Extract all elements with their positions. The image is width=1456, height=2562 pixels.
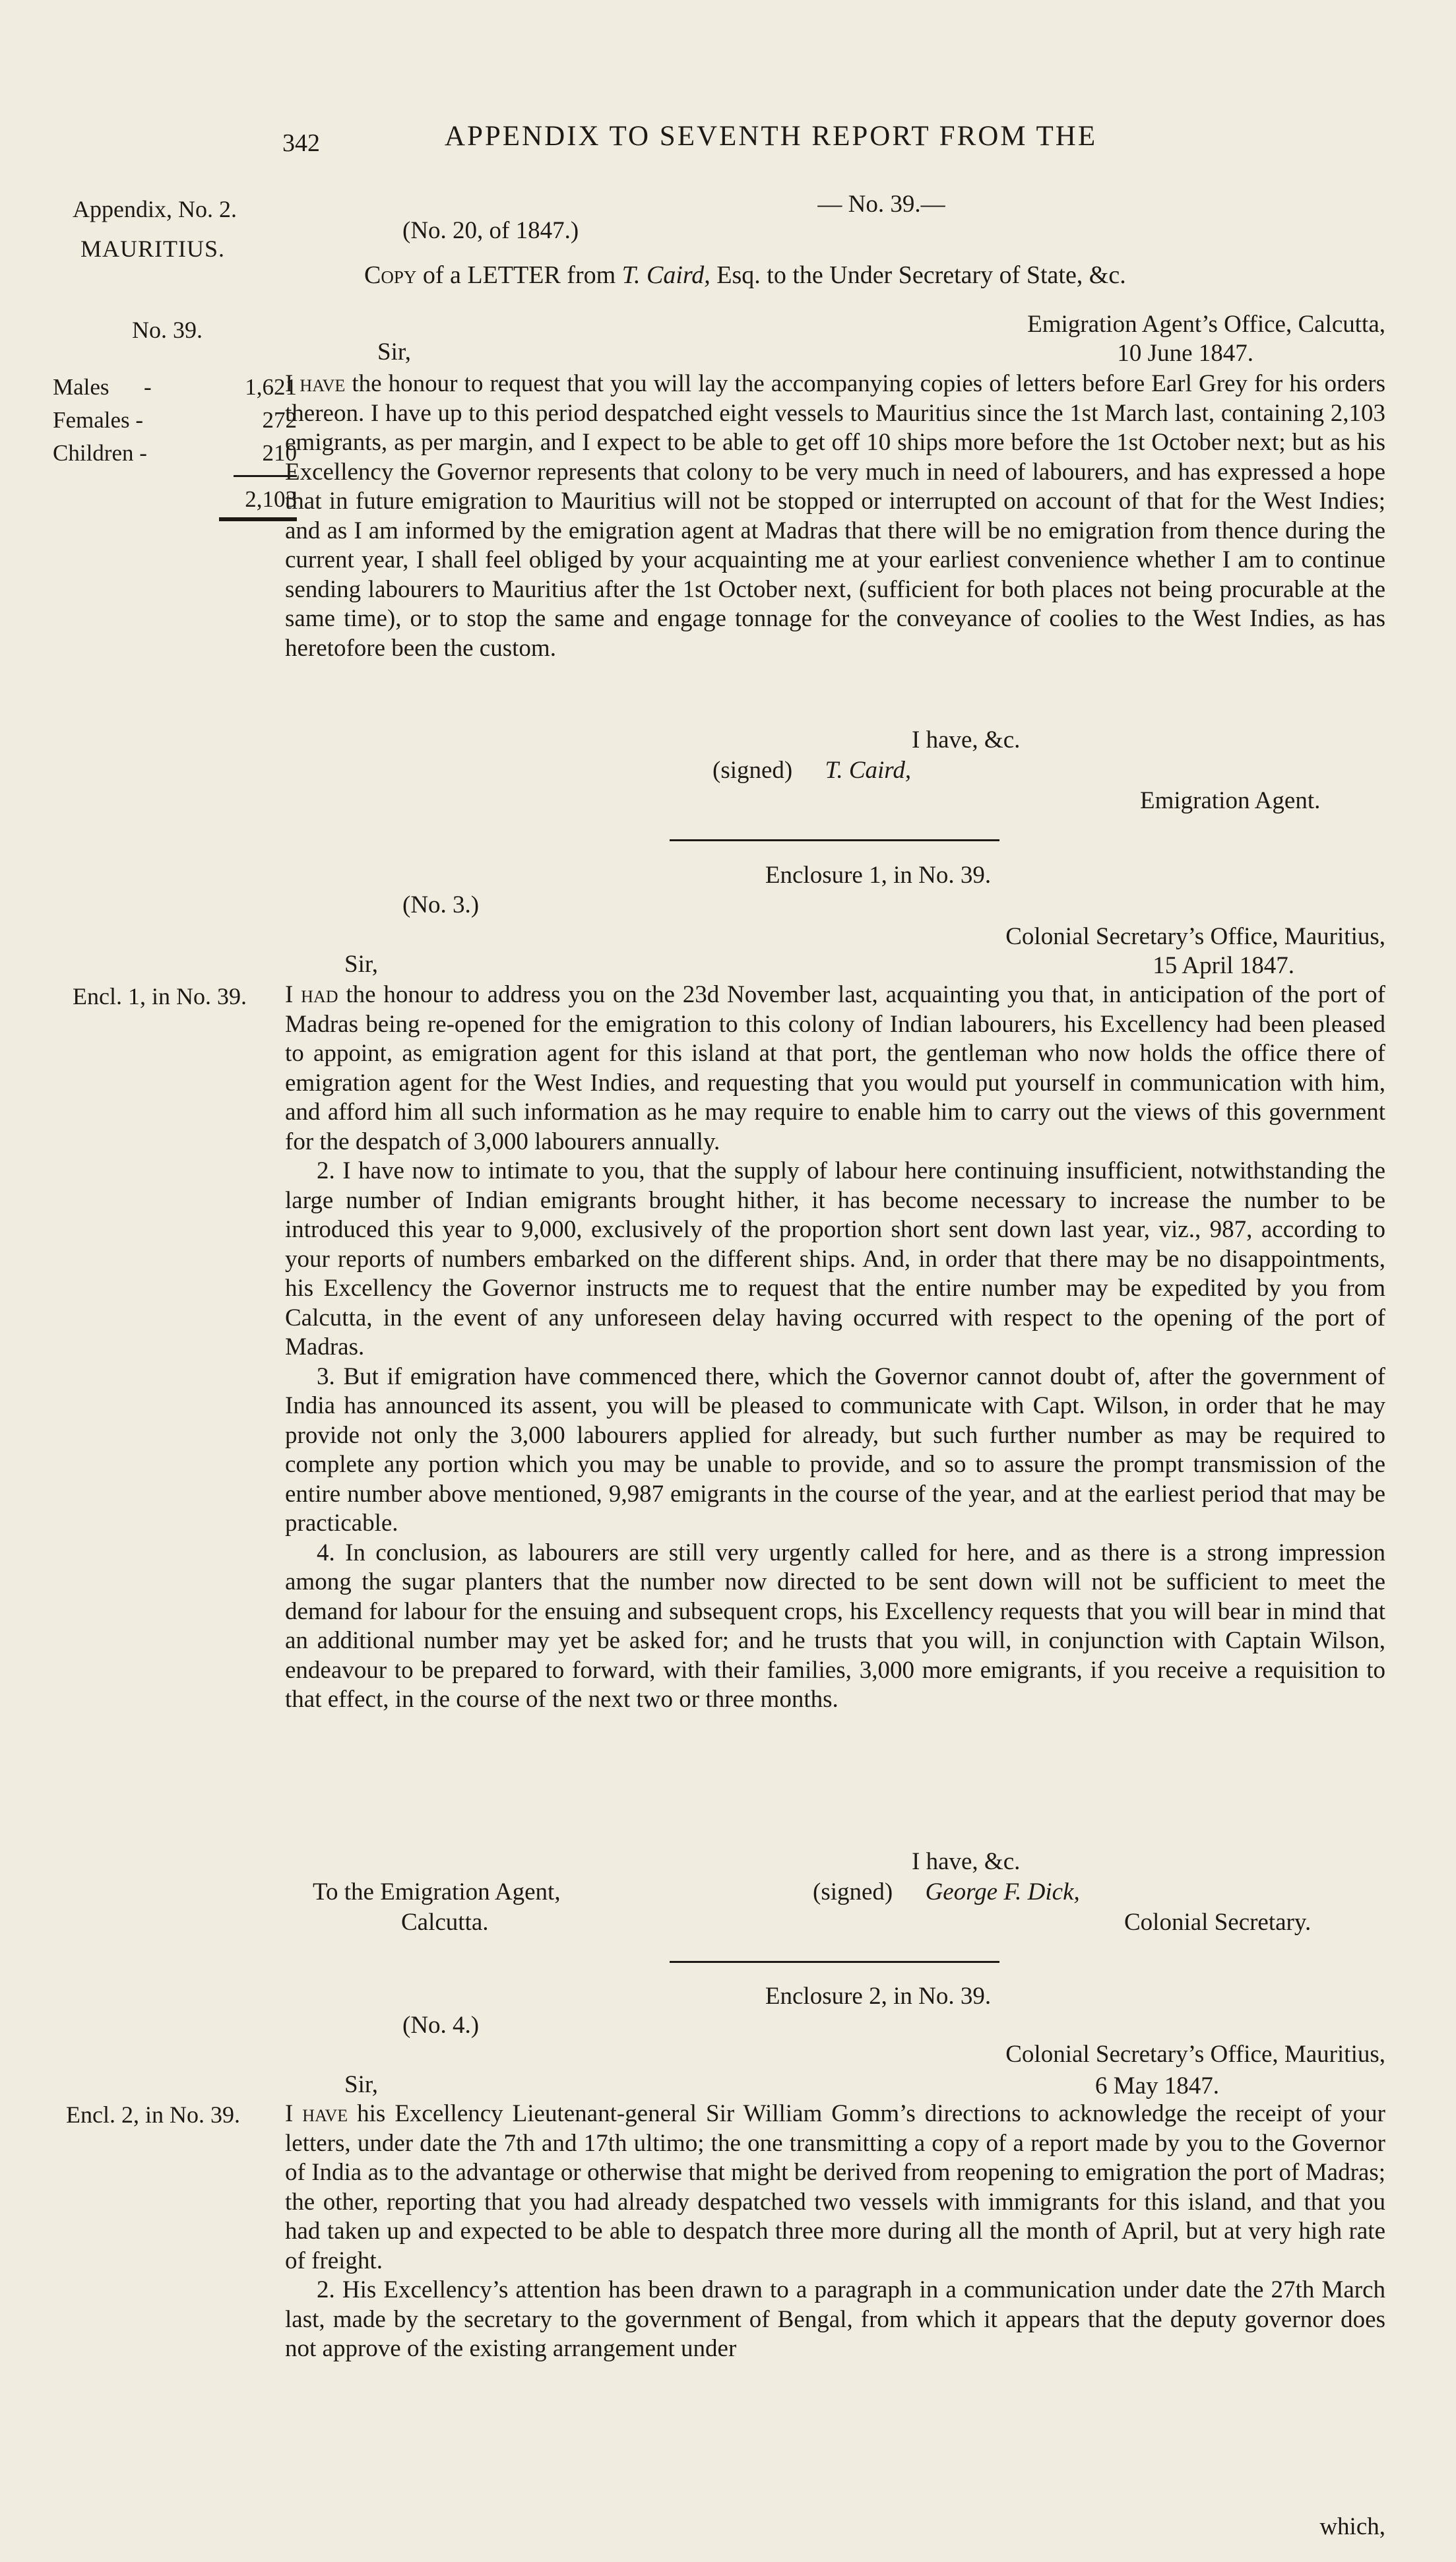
enclosure-1-signature (285, 1878, 1385, 1907)
paragraph: I have his Excellency Lieutenant-general Sir William Gomm’s directions to acknowledge the receipt of your letters, under date the 7th and 17th ultimo; the one transmitting a copy of a report made by you to the Governor of India as to the advantage or otherwise that might be derived from reopening to emigration the port of Madras; the other, reporting that you had already despatched two vessels with immigrants for this island, and that you had taken up and expected to be able to despatch three more during all the month of April, but at very high rate of freight. (285, 2100, 1385, 2274)
page-number: 342 (282, 129, 320, 157)
margin-enclosure-1-note: Encl. 1, in No. 39. (73, 983, 247, 1009)
enclosure-1-ref: (No. 3.) (402, 891, 480, 918)
signed-label: (signed) (813, 1878, 893, 1905)
letter-39-heading: — No. 39.— (817, 191, 945, 218)
margin-country-note: MAURITIUS. (80, 236, 226, 262)
letter-39-date: 10 June 1847. (1117, 340, 1253, 367)
running-head: APPENDIX TO SEVENTH REPORT FROM THE (444, 121, 1098, 152)
section-divider (670, 1961, 999, 1963)
enclosure-1-signer-title: Colonial Secretary. (1124, 1909, 1312, 1936)
tally-row (53, 437, 297, 470)
enclosure-1-addressee-city: Calcutta. (401, 1909, 489, 1936)
catchword: which, (1319, 2513, 1385, 2540)
title-rest: Esq. to the Under Secretary of State, &c. (716, 261, 1126, 289)
tally-label: Children - (53, 440, 147, 466)
section-divider (670, 839, 999, 841)
enclosure-1-office: Colonial Secretary’s Office, Mauritius, (1005, 923, 1385, 950)
paragraph: 3. But if emigration have commenced there, which the Governor cannot doubt of, after the government of India has announced its assent, you will be pleased to communicate with Capt. Wilson, in order that he may provide not only the 3,000 labourers applied for already, but such further number as may be required to complete any portion which you may be unable to provide, and so to assure the prompt transmission of the entire number above mentioned, 9,987 emigrants in the course of the year, and at the earliest period that may be practicable. (285, 1362, 1385, 1537)
enclosure-1-date: 15 April 1847. (1153, 952, 1294, 979)
letter-39-signer-title: Emigration Agent. (1140, 787, 1321, 814)
tally-label: Males (53, 374, 110, 400)
title-name: T. Caird, (621, 261, 711, 289)
tally-value: 210 (262, 440, 297, 466)
body-opener: I have (285, 370, 346, 397)
tally-total-row (53, 483, 297, 516)
margin-enclosure-2-note: Encl. 2, in No. 39. (66, 2101, 240, 2128)
letter-39-closing: I have, &c. (912, 726, 1021, 753)
signed-label: (signed) (712, 757, 793, 784)
enclosure-2-heading: Enclosure 2, in No. 39. (765, 1983, 992, 2010)
margin-appendix-note: Appendix, No. 2. (73, 196, 237, 222)
letter-39-signature (285, 756, 1385, 786)
signer-name: George F. Dick, (925, 1878, 1080, 1905)
enclosure-2-office: Colonial Secretary’s Office, Mauritius, (1005, 2041, 1385, 2068)
letter-39-salutation: Sir, (377, 338, 411, 366)
tally-total: 2,103 (245, 486, 297, 512)
enclosure-1-salutation: Sir, (344, 951, 378, 978)
letter-39-office: Emigration Agent’s Office, Calcutta, (1027, 311, 1385, 338)
paragraph: I had the honour to address you on the 23d November last, acquainting you that, in anticipation of the port of Madras being re-opened for the emigration to this colony of Indian labourers, his Excellency had been pleased to appoint, as emigration agent for this island at that port, the gentleman who now holds the office there of emigration agent for the West Indies, and requesting that you would put yourself in communication with him, and afford him all such information as he may require to enable him to carry out the views of this government for the despatch of 3,000 labourers annually. (285, 981, 1385, 1155)
tally-value: 1,621 (245, 374, 297, 400)
enclosure-1-body (285, 980, 1385, 1715)
body-opener: I have (285, 2100, 348, 2127)
tally-value: 272 (262, 407, 297, 433)
tally-row: Males - 1,621 (53, 371, 297, 404)
title-main: of a LETTER from (422, 261, 616, 289)
title-lead: Copy (364, 261, 417, 289)
enclosure-2-body (285, 2099, 1385, 2364)
enclosure-1-heading: Enclosure 1, in No. 39. (765, 862, 992, 889)
signer-name: T. Caird, (825, 757, 912, 784)
paragraph: 2. I have now to intimate to you, that the supply of labour here continuing insufficient, notwithstanding the large number of Indian emigrants brought hither, it has become necessary to increase the number to be introduced this year to 9,000, exclusively of the proportion short sent down last year, viz., 987, according to your reports of numbers embarked on the different ships. And, in order that there may be no disappointments, his Excellency the Governor instructs me to request that the entire number may be expedited by you from Calcutta, in the event of any unforeseen delay having occurred with respect to the opening of the port of Madras. (285, 1157, 1385, 1361)
enclosure-1-addressee: To the Emigration Agent, (313, 1878, 561, 1905)
letter-39-body (285, 369, 1385, 663)
paragraph: 4. In conclusion, as labourers are still very urgently called for here, and as there is a strong impression among the sugar planters that the number now directed to be sent down will not be sufficient to meet the demand for labour for the ensuing and subsequent crops, his Excellency requests that you will bear in mind that an additional number may yet be asked for; and he trusts that you will, in conjunction with Captain Wilson, endeavour to be prepared to forward, with their families, 3,000 more emigrants, if you receive a requisition to that effect, in the course of the next two or three months. (285, 1539, 1385, 1713)
enclosure-2-ref: (No. 4.) (402, 2012, 480, 2039)
paragraph: 2. His Excellency’s attention has been drawn to a paragraph in a communication under date the 27th March last, made by the secretary to the government of Bengal, from which it appears that the deputy governor does not approve of the existing arrangement under (285, 2276, 1385, 2362)
enclosure-1-closing: I have, &c. (912, 1848, 1021, 1875)
tally-row (53, 404, 297, 437)
margin-number-note: No. 39. (132, 317, 203, 343)
body-opener: I had (285, 981, 338, 1008)
tally-label: Females - (53, 407, 144, 433)
letter-39-ref: (No. 20, of 1847.) (402, 217, 579, 244)
enclosure-2-date: 6 May 1847. (1094, 2072, 1219, 2099)
letter-39-title (285, 261, 1385, 290)
emigrant-tally (53, 371, 297, 529)
body-text: the honour to request that you will lay the accompanying copies of letters before Earl Grey for his orders thereon. I have up to this period despatched eight vessels to Mauritius since the 1st March last, containing 2,103 emigrants, as per margin, and I expect to be able to get off 10 ships more before the 1st October next; but as his Excellency the Governor represents that colony to be very much in need of labourers, and has expressed a hope that in future emigration to Mauritius will not be stopped or interrupted on account of that for the West Indies; and as I am informed by the emigration agent at Madras that there will be no emigration from thence during the current year, I shall feel obliged by your acquainting me at your earliest convenience whether I am to continue sending labourers to Mauritius after the 1st October next, (sufficient for both places not being procurable at the same time), or to stop the same and engage tonnage for the conveyance of coolies to the West Indies, as has heretofore been the custom. (285, 370, 1386, 662)
enclosure-2-salutation: Sir, (344, 2071, 378, 2098)
